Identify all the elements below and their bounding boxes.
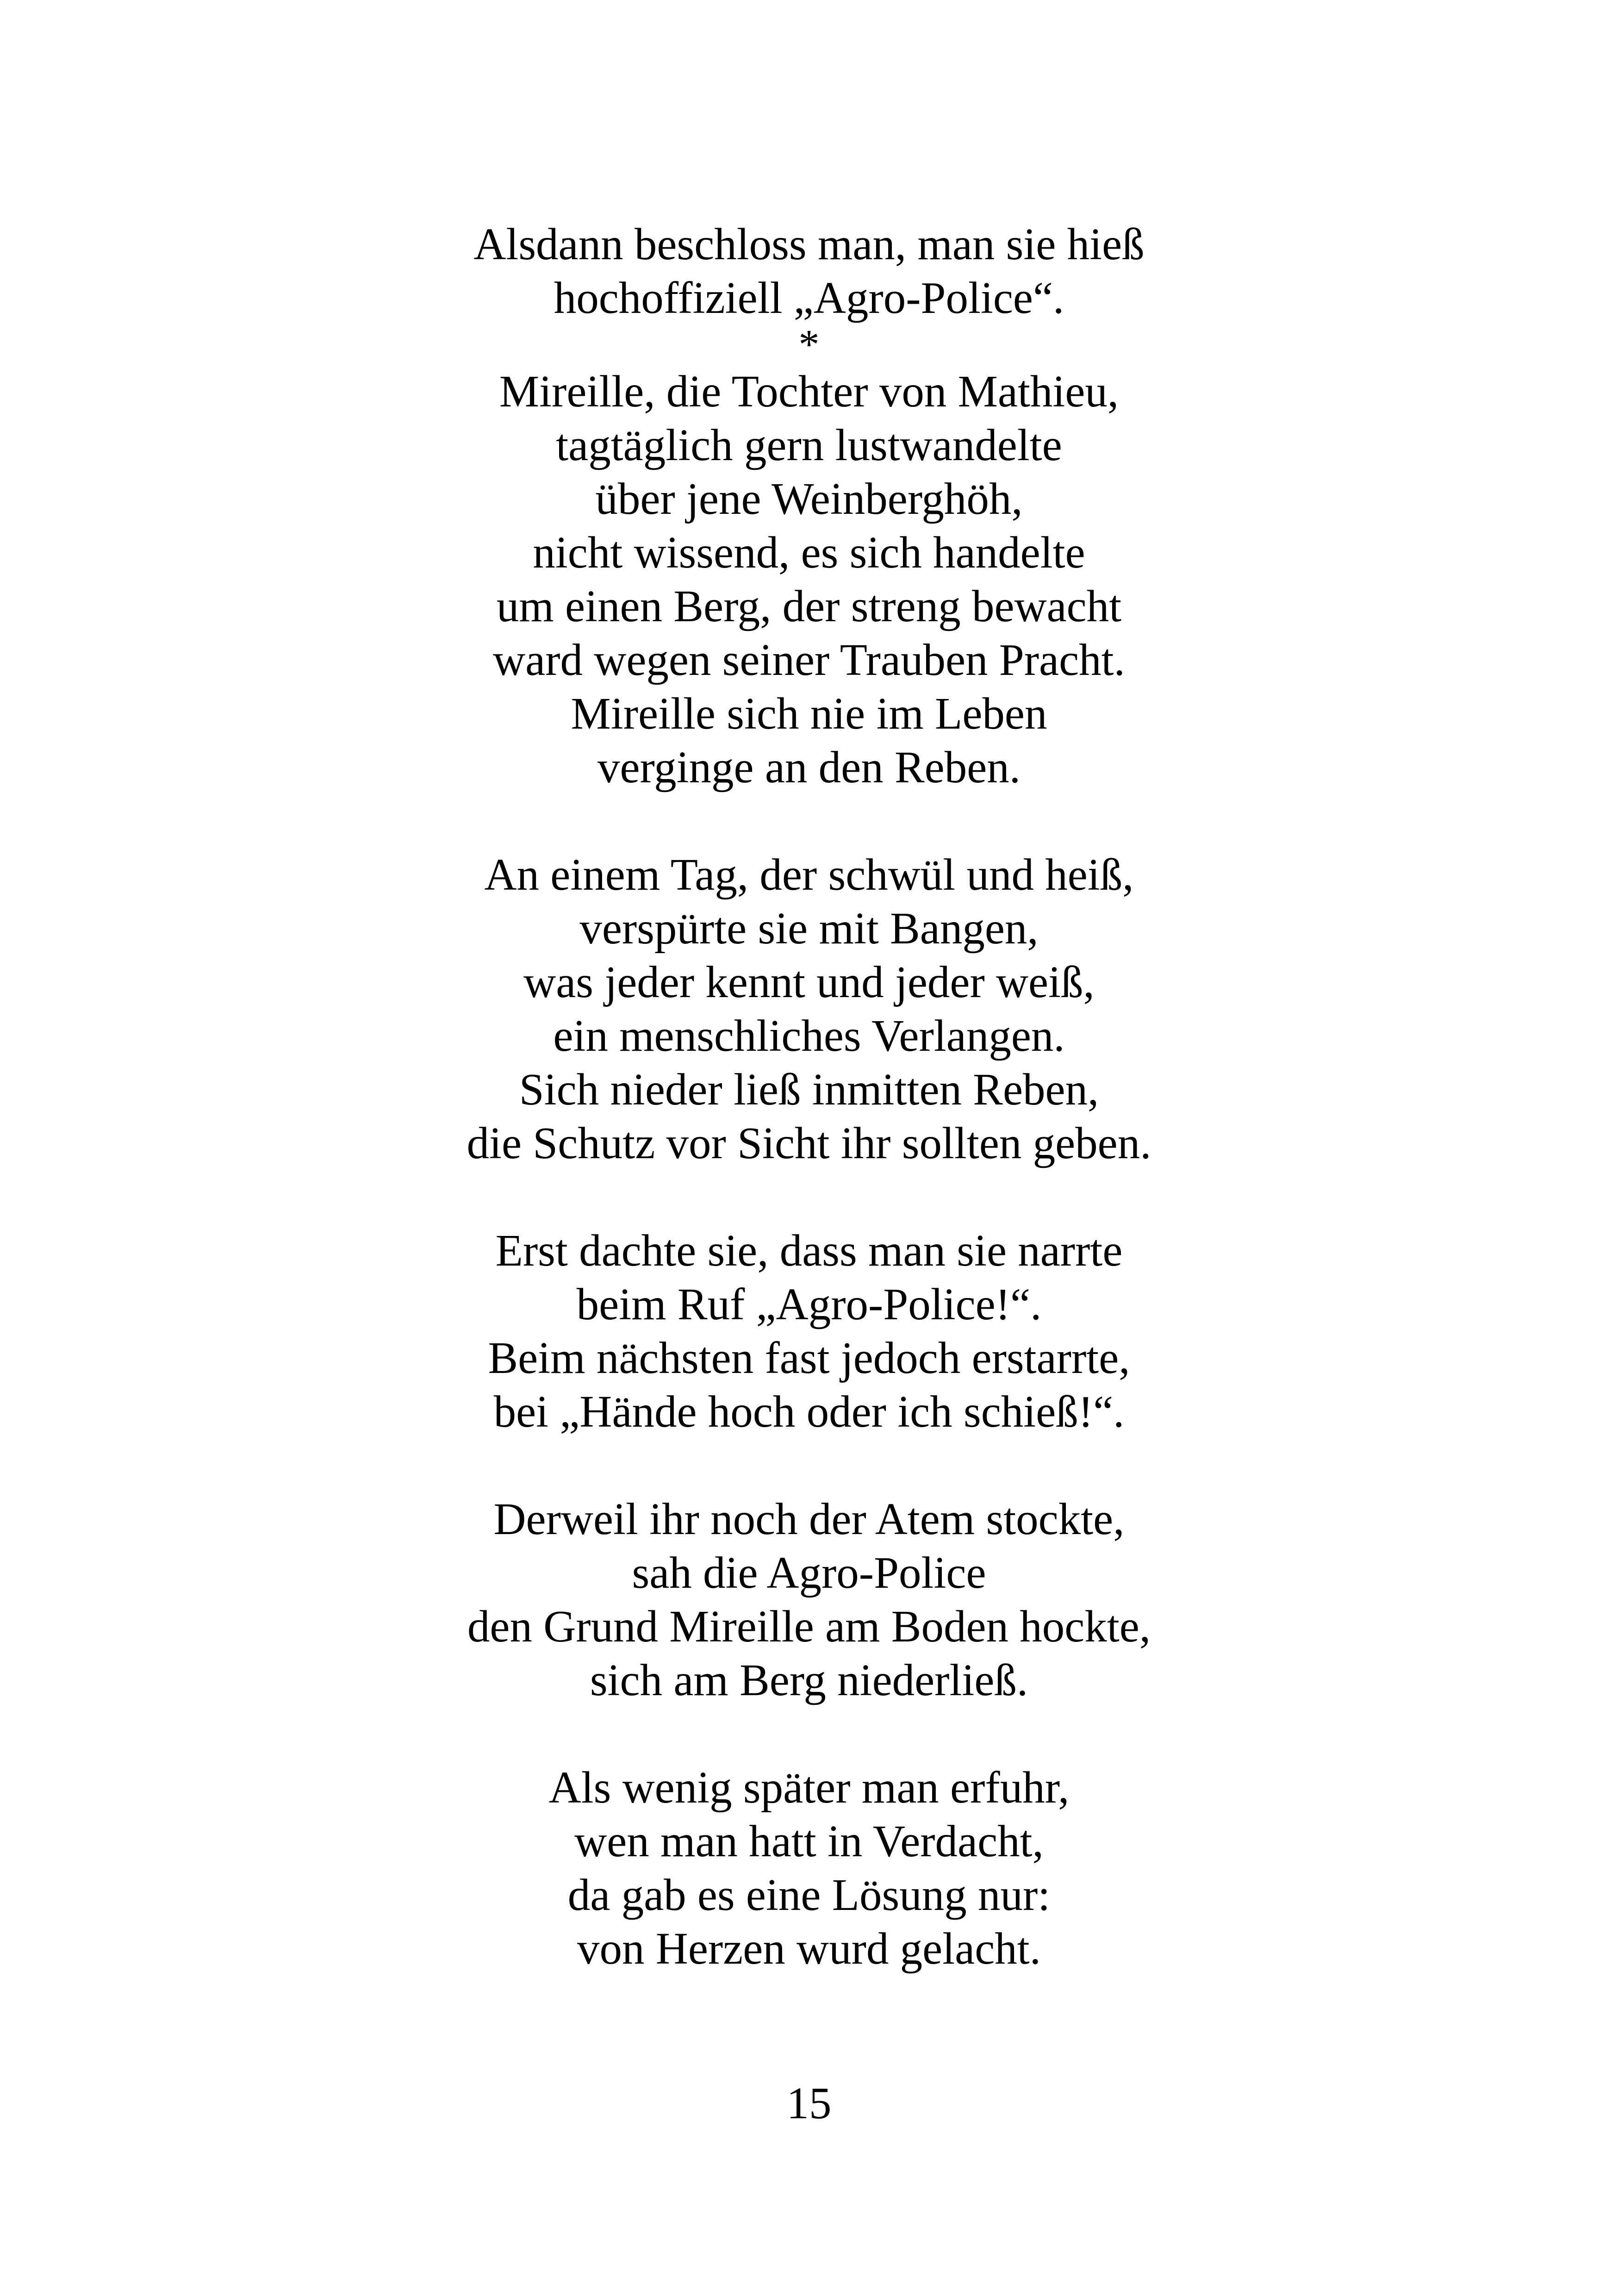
poem-line: da gab es eine Lösung nur:	[567, 1870, 1051, 1920]
poem-line: Mireille, die Tochter von Mathieu,	[499, 367, 1119, 416]
stanza-1	[0, 365, 1618, 794]
poem-line: An einem Tag, der schwül und heiß,	[484, 850, 1134, 899]
poem-line: Mireille sich nie im Leben	[571, 689, 1047, 738]
poem-line: um einen Berg, der streng bewacht	[496, 581, 1122, 631]
stanza-gap	[0, 794, 1618, 848]
poem-line: beim Ruf „Agro-Police!“.	[576, 1279, 1042, 1329]
poem-line: ein menschliches Verlangen.	[553, 1011, 1065, 1061]
poem-line: Sich nieder ließ inmitten Reben,	[519, 1065, 1099, 1114]
section-separator: *	[798, 322, 820, 368]
poem-line: Alsdann beschloss man, man sie hieß	[473, 219, 1145, 269]
stanza-2	[0, 848, 1618, 1170]
poem-line: Als wenig später man erfuhr,	[548, 1763, 1070, 1812]
poem-line: bei „Hände hoch oder ich schieß!“.	[493, 1387, 1125, 1436]
intro-stanza	[0, 218, 1618, 325]
poem-line: verspürte sie mit Bangen,	[579, 904, 1039, 953]
stanza-5	[0, 1761, 1618, 1976]
stanza-gap	[0, 1707, 1618, 1761]
poem-line: den Grund Mireille am Boden hockte,	[467, 1602, 1151, 1651]
poem-line: Derweil ihr noch der Atem stockte,	[493, 1494, 1125, 1544]
poem-line: hochoffiziell „Agro-Police“.	[554, 273, 1064, 323]
poem-text	[0, 218, 1618, 1976]
poem-line: nicht wissend, es sich handelte	[533, 528, 1085, 577]
stanza-3	[0, 1224, 1618, 1439]
poem-line: von Herzen wurd gelacht.	[577, 1924, 1041, 1973]
poem-line: tagtäglich gern lustwandelte	[556, 420, 1062, 470]
poem-line: wen man hatt in Verdacht,	[574, 1816, 1044, 1866]
poem-line: Erst dachte sie, dass man sie narrte	[495, 1226, 1123, 1275]
poem-line: Beim nächsten fast jedoch erstarrte,	[488, 1333, 1130, 1383]
poem-line: sich am Berg niederließ.	[590, 1655, 1028, 1705]
poem-line: was jeder kennt und jeder weiß,	[523, 957, 1095, 1007]
poem-line: ward wegen seiner Trauben Pracht.	[493, 635, 1125, 685]
poem-line: verginge an den Reben.	[597, 742, 1021, 792]
stanza-gap	[0, 1170, 1618, 1224]
stanza-4	[0, 1492, 1618, 1707]
page-number: 15	[786, 2078, 832, 2128]
stanza-gap	[0, 1439, 1618, 1492]
poem-line: sah die Agro-Police	[632, 1548, 986, 1597]
poem-line: die Schutz vor Sicht ihr sollten geben.	[467, 1118, 1151, 1168]
poem-line: über jene Weinberghöh,	[595, 474, 1023, 524]
